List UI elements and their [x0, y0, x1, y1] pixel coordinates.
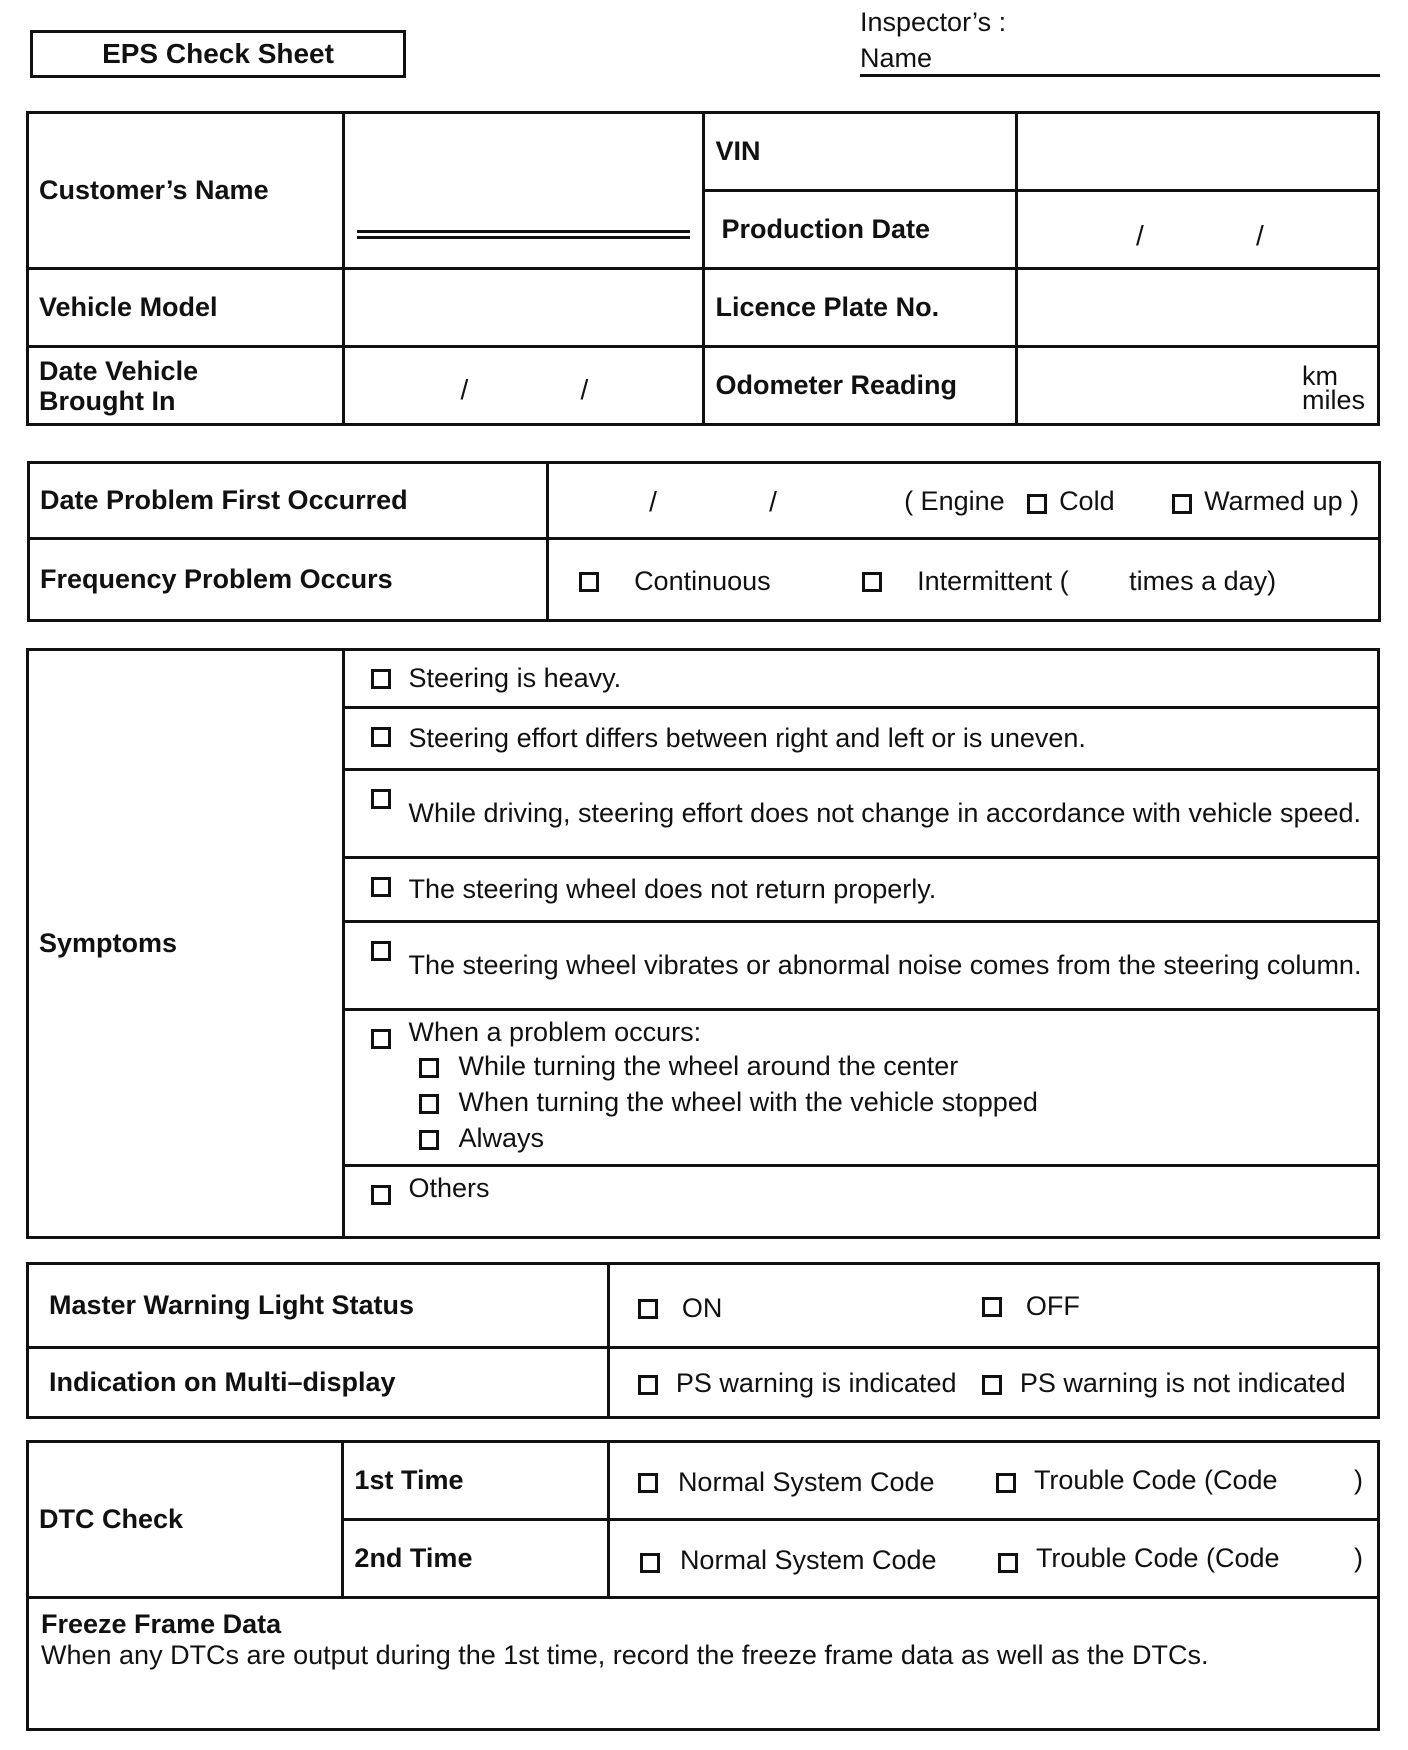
first-trouble-checkbox[interactable] [996, 1473, 1016, 1493]
date-separator: / [580, 374, 589, 405]
inspector-label-line2: Name [860, 43, 933, 73]
customer-name-field[interactable] [343, 113, 704, 269]
frequency-label: Frequency Problem Occurs [29, 539, 548, 621]
freeze-frame-title: Freeze Frame Data [41, 1609, 282, 1639]
inspector-label-line1: Inspector’s : [860, 7, 1007, 37]
when-sub-text: When turning the wheel with the vehicle stopped [458, 1087, 1038, 1117]
on-label: ON [681, 1293, 723, 1323]
first-trouble-label: Trouble Code (Code [1033, 1465, 1278, 1495]
symptom-text: Others [408, 1173, 490, 1203]
production-date-label: Production Date [704, 191, 1017, 269]
when-sub-list [419, 1048, 1378, 1156]
when-sub-text: While turning the wheel around the center [458, 1051, 959, 1081]
problem-table [27, 461, 1381, 622]
customer-name-label: Customer’s Name [28, 113, 344, 269]
when-sub-checkbox[interactable] [419, 1094, 439, 1114]
second-trouble-close: ) [1353, 1543, 1363, 1573]
symptom-checkbox[interactable] [371, 789, 391, 809]
date-separator: / [769, 486, 777, 517]
date-separator: / [649, 486, 657, 517]
multi-display-label: Indication on Multi–display [28, 1348, 609, 1418]
ps-not-indicated-label: PS warning is not indicated [1019, 1368, 1346, 1398]
intermittent-checkbox[interactable] [862, 572, 882, 592]
vin-label: VIN [704, 113, 1017, 191]
continuous-checkbox[interactable] [579, 572, 599, 592]
symptom-text: When a problem occurs: [408, 1017, 702, 1047]
ps-not-indicated-checkbox[interactable] [982, 1375, 1002, 1395]
second-trouble-label: Trouble Code (Code [1035, 1543, 1280, 1573]
symptom-text: Steering is heavy. [408, 663, 622, 693]
dtc-first-field [608, 1442, 1378, 1520]
continuous-label: Continuous [634, 566, 771, 596]
odometer-label: Odometer Reading [704, 347, 1017, 425]
engine-label: ( Engine [904, 486, 1005, 516]
when-sub-item [419, 1120, 1378, 1156]
dtc-check-label: DTC Check [28, 1442, 343, 1598]
when-sub-checkbox[interactable] [419, 1130, 439, 1150]
symptom-checkbox[interactable] [371, 941, 391, 961]
vehicle-model-label: Vehicle Model [28, 269, 344, 347]
dtc-second-label: 2nd Time [343, 1520, 609, 1598]
ps-indicated-checkbox[interactable] [638, 1375, 658, 1395]
vehicle-model-field[interactable] [343, 269, 704, 347]
multi-display-field [608, 1348, 1378, 1418]
production-date-field[interactable] [1017, 191, 1379, 269]
symptom-row [343, 770, 1379, 858]
symptom-checkbox[interactable] [371, 1029, 391, 1049]
intermittent-label: Intermittent ( [917, 566, 1069, 596]
symptom-text: The steering wheel does not return properly. [408, 874, 937, 904]
first-normal-label: Normal System Code [677, 1467, 935, 1497]
inspector-name-line[interactable] [860, 74, 1380, 77]
first-normal-checkbox[interactable] [638, 1473, 658, 1493]
symptom-checkbox[interactable] [371, 1185, 391, 1205]
dtc-first-label: 1st Time [343, 1442, 609, 1520]
vehicle-info-table [26, 111, 1380, 426]
sheet-title: EPS Check Sheet [30, 30, 406, 78]
licence-plate-field[interactable] [1017, 269, 1379, 347]
symptom-row-when [343, 1010, 1379, 1166]
master-warning-field [608, 1264, 1378, 1348]
symptom-text: While driving, steering effort does not change in accordance with vehicle speed. [408, 798, 1362, 828]
when-sub-checkbox[interactable] [419, 1058, 439, 1078]
date-separator: / [1256, 220, 1264, 251]
off-label: OFF [1025, 1291, 1080, 1321]
warmed-up-checkbox[interactable] [1172, 494, 1192, 514]
unit-km: km [1301, 361, 1338, 391]
licence-plate-label: Licence Plate No. [704, 269, 1017, 347]
symptoms-label: Symptoms [28, 650, 344, 1238]
date-brought-in-label-line1: Date Vehicle [39, 355, 199, 386]
symptom-text: Steering effort differs between right and left or is uneven. [408, 723, 1086, 753]
symptom-checkbox[interactable] [371, 669, 391, 689]
second-trouble-checkbox[interactable] [998, 1553, 1018, 1573]
warmed-up-label: Warmed up ) [1204, 486, 1360, 516]
master-warning-label: Master Warning Light Status [28, 1264, 609, 1348]
second-normal-checkbox[interactable] [640, 1553, 660, 1573]
date-separator: / [460, 374, 469, 405]
date-separator: / [1136, 220, 1144, 251]
vin-field[interactable] [1017, 113, 1379, 191]
cold-checkbox[interactable] [1027, 494, 1047, 514]
symptom-text: The steering wheel vibrates or abnormal noise comes from the steering column. [408, 950, 1362, 980]
second-normal-label: Normal System Code [679, 1545, 937, 1575]
freeze-frame-text: When any DTCs are output during the 1st time, record the freeze frame data as well as the DTCs. [41, 1640, 1209, 1670]
odometer-units [1301, 361, 1365, 415]
first-trouble-close: ) [1353, 1465, 1363, 1495]
ps-indicated-label: PS warning is indicated [675, 1368, 957, 1398]
cold-label: Cold [1059, 486, 1115, 516]
symptom-row [343, 650, 1379, 708]
when-sub-item [419, 1048, 1378, 1084]
when-sub-item [419, 1084, 1378, 1120]
when-sub-text: Always [458, 1123, 545, 1153]
symptom-row-others [343, 1166, 1379, 1238]
customer-name-underline [357, 230, 691, 239]
date-brought-in-label-line2: Brought In [39, 385, 176, 416]
off-checkbox[interactable] [982, 1297, 1002, 1317]
symptom-row [343, 858, 1379, 922]
frequency-field [548, 539, 1380, 621]
symptoms-table [26, 648, 1380, 1239]
unit-miles: miles [1301, 385, 1365, 415]
date-brought-in-label [28, 347, 344, 425]
first-occurred-field[interactable] [548, 463, 1380, 539]
symptom-row [343, 708, 1379, 770]
date-brought-in-field[interactable] [343, 347, 704, 425]
dtc-table [26, 1440, 1380, 1731]
inspector-label [860, 4, 1006, 76]
freeze-frame-cell[interactable] [28, 1598, 1379, 1730]
symptom-checkbox[interactable] [371, 877, 391, 897]
times-a-day-label: times a day) [1129, 566, 1277, 596]
dtc-second-field [608, 1520, 1378, 1598]
symptom-row [343, 922, 1379, 1010]
on-checkbox[interactable] [638, 1299, 658, 1319]
odometer-field[interactable] [1017, 347, 1379, 425]
symptom-checkbox[interactable] [371, 727, 391, 747]
first-occurred-label: Date Problem First Occurred [29, 463, 548, 539]
warning-table [26, 1262, 1380, 1419]
